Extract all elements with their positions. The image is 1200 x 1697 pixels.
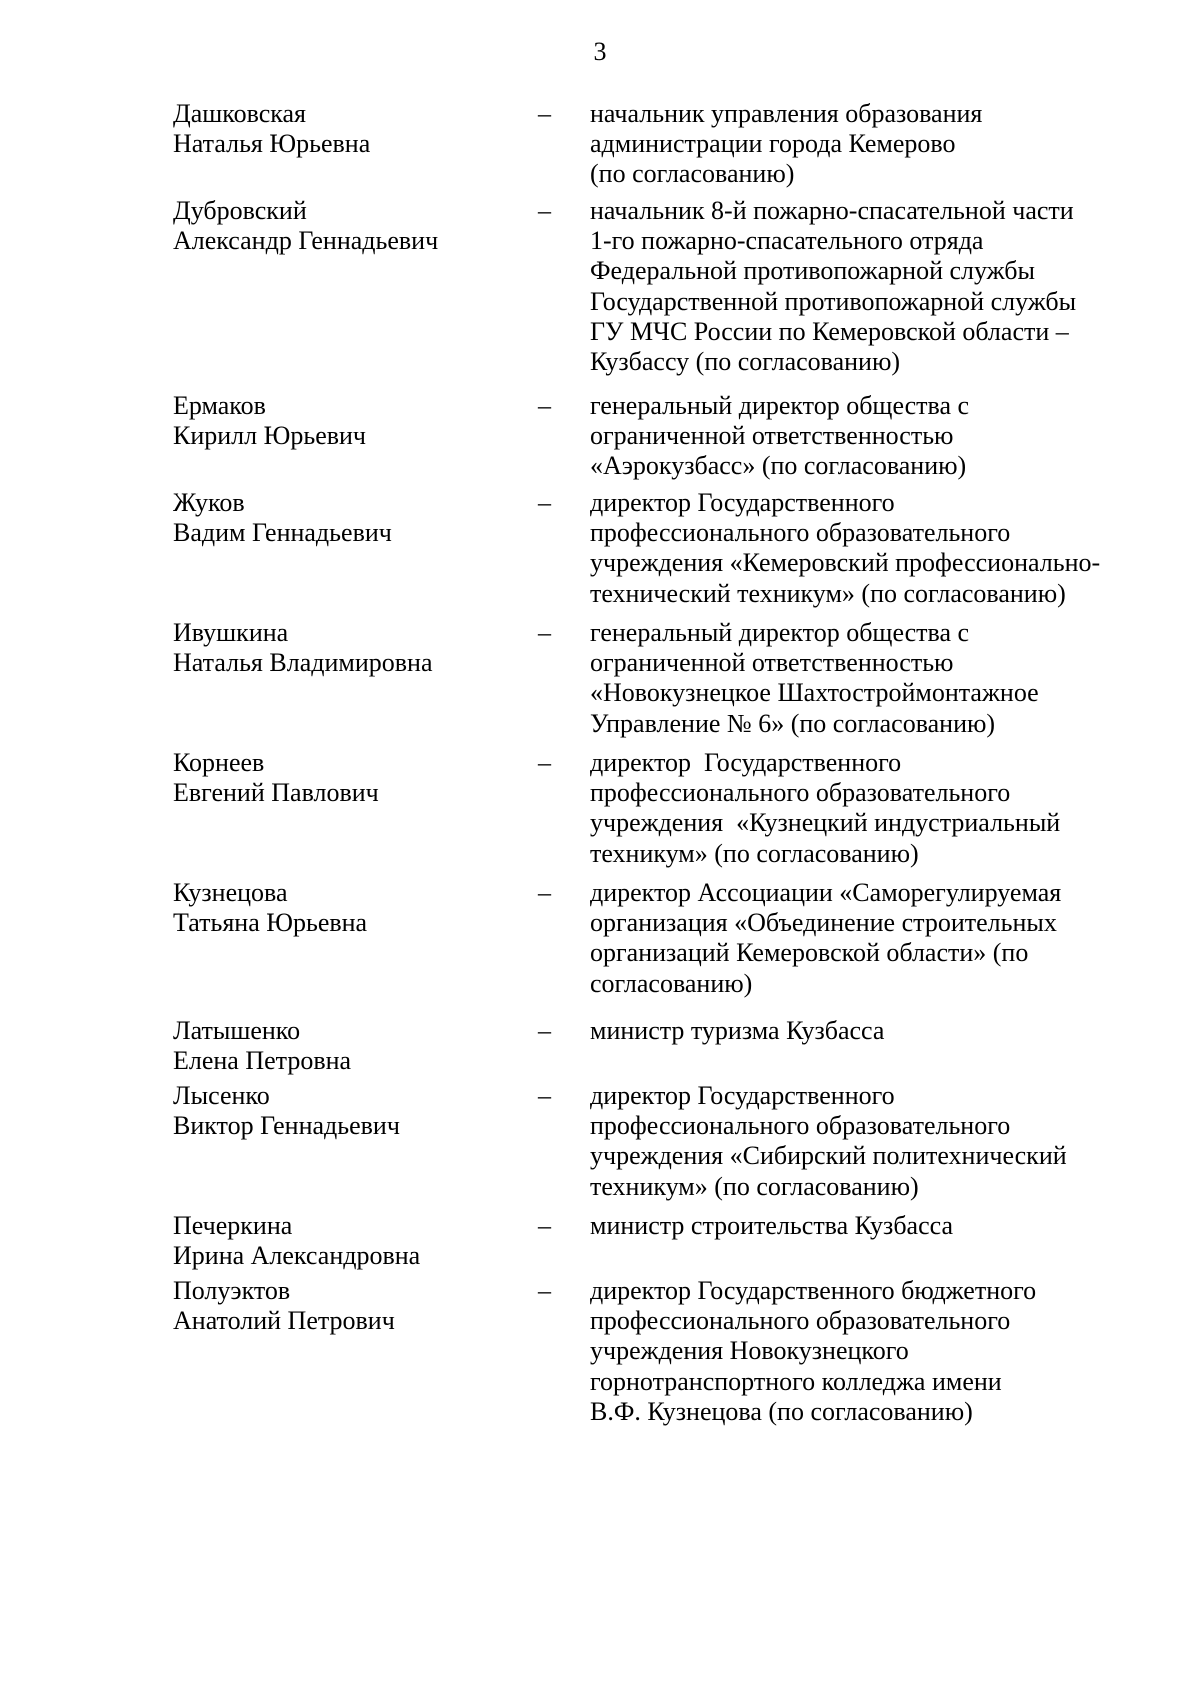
- position-line: Государственной противопожарной службы: [590, 286, 1077, 316]
- position-line: директор Государственного: [590, 748, 902, 777]
- member-surname: Лысенко: [173, 1081, 270, 1110]
- position-line: генеральный директор общества с: [590, 618, 970, 647]
- member-given-name: Татьяна Юрьевна: [173, 908, 368, 938]
- dash-separator: –: [538, 1211, 551, 1240]
- position-line: ГУ МЧС России по Кемеровской области –: [590, 316, 1069, 346]
- position-line: учреждения «Сибирский политехнический: [590, 1141, 1067, 1171]
- member-name: [173, 488, 533, 548]
- dash-separator: –: [538, 1081, 551, 1110]
- member-position: [590, 748, 1150, 869]
- position-line: В.Ф. Кузнецова (по согласованию): [590, 1396, 973, 1426]
- member-surname: Дубровский: [173, 196, 307, 225]
- position-line: генеральный директор общества с: [590, 391, 970, 420]
- member-given-name: Евгений Павлович: [173, 778, 379, 808]
- dash-separator: –: [538, 618, 551, 647]
- dash-separator: –: [538, 196, 551, 225]
- member-name: [173, 618, 533, 678]
- position-line: организаций Кемеровской области» (по: [590, 938, 1029, 968]
- member-name: [173, 391, 533, 451]
- position-line: техникум» (по согласованию): [590, 838, 919, 868]
- member-surname: Дашковская: [173, 99, 307, 128]
- dash-separator: –: [538, 488, 551, 517]
- member-position: [590, 1276, 1150, 1427]
- dash-separator: –: [538, 1276, 551, 1305]
- member-given-name: Анатолий Петрович: [173, 1306, 395, 1336]
- member-position: [590, 618, 1150, 739]
- member-name: [173, 1081, 533, 1141]
- page-number: 3: [593, 37, 607, 66]
- position-line: 1-го пожарно-спасательного отряда: [590, 226, 984, 256]
- position-line: ограниченной ответственностью: [590, 421, 954, 451]
- member-surname: Ермаков: [173, 391, 266, 420]
- member-name: [173, 1016, 533, 1076]
- dash-separator: –: [538, 1016, 551, 1045]
- member-position: [590, 878, 1150, 999]
- position-line: начальник 8-й пожарно-спасательной части: [590, 196, 1074, 225]
- dash-separator: –: [538, 391, 551, 420]
- member-given-name: Кирилл Юрьевич: [173, 421, 367, 451]
- position-line: горнотранспортного колледжа имени: [590, 1366, 1002, 1396]
- position-line: профессионального образовательного: [590, 1306, 1011, 1336]
- position-line: организация «Объединение строительных: [590, 908, 1057, 938]
- member-position: [590, 391, 1150, 482]
- position-line: профессионального образовательного: [590, 518, 1011, 548]
- position-line: согласованию): [590, 968, 753, 998]
- member-position: [590, 488, 1150, 609]
- member-position: [590, 1081, 1150, 1202]
- member-name: [173, 1276, 533, 1336]
- member-surname: Печеркина: [173, 1211, 293, 1240]
- member-name: [173, 748, 533, 808]
- dash-separator: –: [538, 99, 551, 128]
- position-line: администрации города Кемерово: [590, 129, 956, 159]
- dash-separator: –: [538, 748, 551, 777]
- member-surname: Ивушкина: [173, 618, 289, 647]
- position-line: директор Государственного бюджетного: [590, 1276, 1037, 1305]
- position-line: Кузбассу (по согласованию): [590, 347, 901, 377]
- member-name: [173, 196, 533, 256]
- position-line: ограниченной ответственностью: [590, 648, 954, 678]
- position-line: профессионального образовательного: [590, 778, 1011, 808]
- member-given-name: Наталья Владимировна: [173, 648, 433, 678]
- position-line: министр туризма Кузбасса: [590, 1016, 885, 1045]
- position-line: учреждения «Кемеровский профессионально-: [590, 548, 1101, 578]
- position-line: техникум» (по согласованию): [590, 1171, 919, 1201]
- member-name: [173, 1211, 533, 1271]
- member-surname: Корнеев: [173, 748, 265, 777]
- position-line: Управление № 6» (по согласованию): [590, 708, 996, 738]
- member-surname: Кузнецова: [173, 878, 288, 907]
- member-given-name: Елена Петровна: [173, 1046, 352, 1076]
- position-line: директор Государственного: [590, 1081, 895, 1110]
- member-given-name: Александр Геннадьевич: [173, 226, 439, 256]
- position-line: начальник управления образования: [590, 99, 983, 128]
- position-line: технический техникум» (по согласованию): [590, 578, 1066, 608]
- member-name: [173, 878, 533, 938]
- position-line: «Новокузнецкое Шахтостроймонтажное: [590, 678, 1039, 708]
- member-surname: Латышенко: [173, 1016, 301, 1045]
- member-given-name: Вадим Геннадьевич: [173, 518, 392, 548]
- member-given-name: Наталья Юрьевна: [173, 129, 371, 159]
- position-line: «Аэрокузбасс» (по согласованию): [590, 451, 967, 481]
- position-line: директор Ассоциации «Саморегулируемая: [590, 878, 1062, 907]
- position-line: (по согласованию): [590, 159, 795, 189]
- member-position: [590, 196, 1150, 377]
- position-line: министр строительства Кузбасса: [590, 1211, 954, 1240]
- member-given-name: Виктор Геннадьевич: [173, 1111, 400, 1141]
- member-surname: Полуэктов: [173, 1276, 291, 1305]
- position-line: учреждения Новокузнецкого: [590, 1336, 909, 1366]
- dash-separator: –: [538, 878, 551, 907]
- position-line: профессионального образовательного: [590, 1111, 1011, 1141]
- position-line: директор Государственного: [590, 488, 895, 517]
- member-position: [590, 1016, 1150, 1046]
- member-surname: Жуков: [173, 488, 245, 517]
- member-given-name: Ирина Александровна: [173, 1241, 421, 1271]
- member-position: [590, 1211, 1150, 1241]
- position-line: учреждения «Кузнецкий индустриальный: [590, 808, 1061, 838]
- member-name: [173, 99, 533, 159]
- position-line: Федеральной противопожарной службы: [590, 256, 1035, 286]
- member-position: [590, 99, 1150, 190]
